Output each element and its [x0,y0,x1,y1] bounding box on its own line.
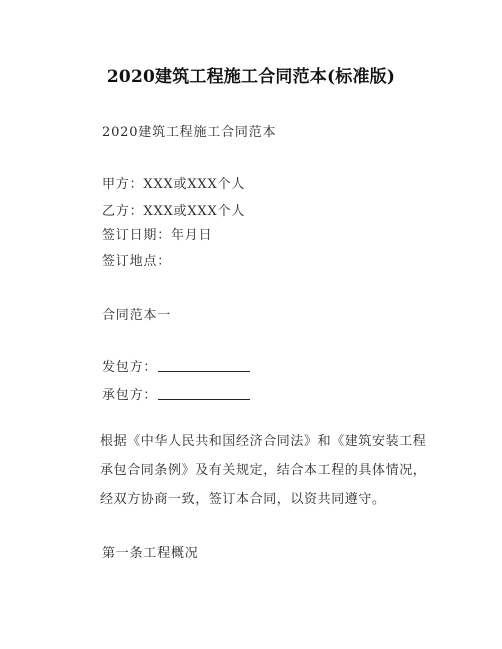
intro-paragraph [74,427,439,514]
party-b-line: 乙方：XXX或XXX个人 [102,204,246,219]
contract-template-heading: 合同范本一 [102,308,172,323]
document-title: 2020建筑工程施工合同范本(标准版) [106,67,396,87]
employer-label: 发包方： [102,360,158,375]
intro-paragraph-text: 根据《中华人民共和国经济合同法》和《建筑安装工程承包合同条例》及有关规定，结合本工程的具体情况，经双方协商一致，签订本合同，以资共同遵守。 [100,434,427,507]
article-1-heading: 第一条工程概况 [102,546,199,561]
document-subtitle: 2020建筑工程施工合同范本 [102,125,277,140]
sign-date-line: 签订日期：年月日 [102,228,213,243]
contractor-line [102,384,250,403]
party-a-line: 甲方：XXX或XXX个人 [102,177,246,192]
employer-line [102,356,250,375]
sign-place-line: 签订地点： [102,254,172,269]
employer-blank-field [158,359,250,372]
contractor-label: 承包方： [102,388,158,403]
contractor-blank-field [158,387,250,400]
